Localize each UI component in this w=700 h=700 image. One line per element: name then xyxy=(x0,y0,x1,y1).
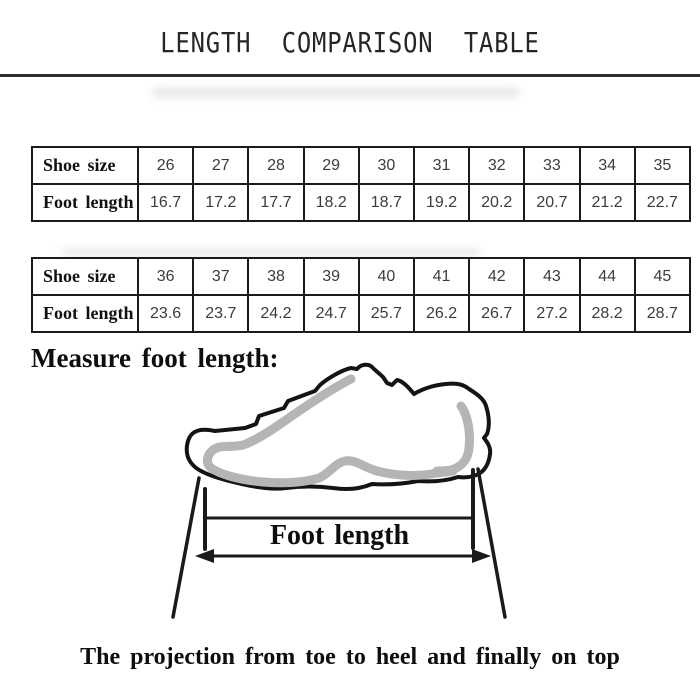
value-cell: 26.7 xyxy=(469,295,524,332)
value-cell: 28 xyxy=(248,147,303,184)
value-cell: 43 xyxy=(524,258,579,295)
value-cell: 26.2 xyxy=(414,295,469,332)
value-cell: 21.2 xyxy=(580,184,635,221)
value-cell: 42 xyxy=(469,258,524,295)
value-cell: 38 xyxy=(248,258,303,295)
value-cell: 22.7 xyxy=(635,184,690,221)
value-cell: 18.7 xyxy=(359,184,414,221)
value-cell: 31 xyxy=(414,147,469,184)
value-cell: 40 xyxy=(359,258,414,295)
value-cell: 41 xyxy=(414,258,469,295)
value-cell: 24.7 xyxy=(304,295,359,332)
value-cell: 16.7 xyxy=(138,184,193,221)
value-cell: 20.7 xyxy=(524,184,579,221)
value-cell: 28.2 xyxy=(580,295,635,332)
value-cell: 25.7 xyxy=(359,295,414,332)
value-cell: 24.2 xyxy=(248,295,303,332)
value-cell: 20.2 xyxy=(469,184,524,221)
value-cell: 18.2 xyxy=(304,184,359,221)
value-cell: 17.2 xyxy=(193,184,248,221)
value-cell: 29 xyxy=(304,147,359,184)
value-cell: 28.7 xyxy=(635,295,690,332)
value-cell: 32 xyxy=(469,147,524,184)
value-cell: 27 xyxy=(193,147,248,184)
value-cell: 35 xyxy=(635,147,690,184)
value-cell: 30 xyxy=(359,147,414,184)
value-cell: 19.2 xyxy=(414,184,469,221)
value-cell: 26 xyxy=(138,147,193,184)
value-cell: 45 xyxy=(635,258,690,295)
page-title: LENGTH COMPARISON TABLE xyxy=(160,26,540,59)
value-cell: 36 xyxy=(138,258,193,295)
measure-heading: Measure foot length: xyxy=(31,343,279,373)
row-header: Shoe size xyxy=(32,147,138,184)
arrowhead-right-icon xyxy=(472,549,491,563)
projection-line-left xyxy=(173,478,199,617)
value-cell: 17.7 xyxy=(248,184,303,221)
row-header: Foot length xyxy=(32,184,138,221)
value-cell: 37 xyxy=(193,258,248,295)
projection-line-right xyxy=(478,469,505,617)
value-cell: 23.6 xyxy=(138,295,193,332)
row-header: Foot length xyxy=(32,295,138,332)
value-cell: 34 xyxy=(580,147,635,184)
row-header: Shoe size xyxy=(32,258,138,295)
value-cell: 44 xyxy=(580,258,635,295)
value-cell: 33 xyxy=(524,147,579,184)
foot-length-label: Foot length xyxy=(269,520,410,551)
value-cell: 39 xyxy=(304,258,359,295)
value-cell: 27.2 xyxy=(524,295,579,332)
footer-caption: The projection from toe to heel and finally on top xyxy=(80,644,620,670)
value-cell: 23.7 xyxy=(193,295,248,332)
